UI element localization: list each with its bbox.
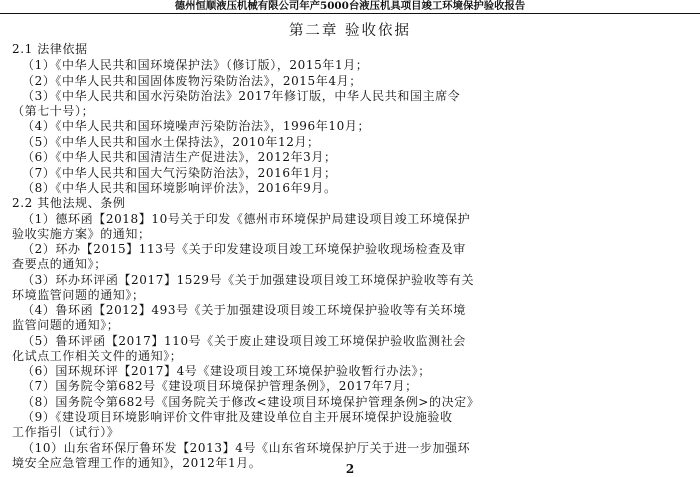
section-heading: 2.2 其他法规、条例 [12, 196, 126, 210]
body-line: （6）《中华人民共和国清洁生产促进法》，2012年3月； [22, 150, 337, 164]
body-line: （4）《中华人民共和国环境噪声污染防治法》，1996年10月； [22, 119, 371, 133]
page-header: 德州恒顺液压机械有限公司年产5000台液压机具项目竣工环境保护验收报告 [174, 0, 526, 12]
body-line: 验收实施方案》的通知； [12, 227, 151, 241]
body-line: （1）《中华人民共和国环境保护法》（修订版），2015年1月； [22, 58, 369, 72]
body-line: 化试点工作相关文件的通知》； [12, 349, 183, 363]
body-line: （第七十号）； [12, 104, 95, 118]
body-line: （6）国环规环评【2017】4号《建设项目竣工环境保护验收暂行办法》； [22, 364, 431, 378]
body-line: （3）《中华人民共和国水污染防治法》2017年修订版，中华人民共和国主席令 [22, 89, 461, 103]
chapter-title: 第二章 验收依据 [288, 23, 412, 39]
page-number: 2 [345, 462, 355, 476]
body-line: （8）《中华人民共和国环境影响评价法》，2016年9月。 [22, 181, 337, 195]
body-line: （1）德环函【2018】10号关于印发《德州市环境保护局建设项目竣工环境保护 [22, 212, 471, 226]
body-line: （9）《建设项目环境影响评价文件审批及建设单位自主开展环境保护设施验收 [22, 410, 453, 424]
body-line: （2）《中华人民共和国固体废物污染防治法》，2015年4月； [22, 74, 362, 88]
section-heading: 2.1 法律依据 [12, 42, 88, 56]
body-line: （7）《中华人民共和国大气污染防治法》，2016年1月； [22, 166, 337, 180]
body-line: （5）《中华人民共和国水土保持法》，2010年12月； [22, 135, 320, 149]
body-line: （5）鲁环评函【2017】110号《关于废止建设项目竣工环境保护验收监测社会 [22, 334, 466, 348]
body-line: （3）环办环评函【2017】1529号《关于加强建设项目竣工环境保护验收等有关 [22, 273, 475, 287]
body-line: 环境监管问题的通知》； [12, 288, 145, 302]
body-line: （4）鲁环函【2012】493号《关于加强建设项目竣工环境保护验收等有关环境 [22, 303, 466, 317]
body-line: （8）国务院令第682号《国务院关于修改<建设项目环境保护管理条例>的决定》 [22, 395, 480, 409]
body-line: （7）国务院令第682号《建设项目环境保护管理条例》，2017年7月； [22, 379, 418, 393]
body-line: 境安全应急管理工作的通知》，2012年1月。 [12, 456, 262, 470]
header-divider [0, 13, 700, 14]
body-line: 工作指引（试行）》 [12, 425, 120, 439]
body-line: （10）山东省环保厅鲁环发【2013】4号《山东省环境保护厅关于进一步加强环 [22, 441, 471, 455]
body-line: 查要点的通知》； [12, 257, 107, 271]
body-line: 监管问题的通知》； [12, 318, 120, 332]
body-line: （2）环办【2015】113号《关于印发建设项目竣工环境保护验收现场检查及审 [22, 242, 466, 256]
